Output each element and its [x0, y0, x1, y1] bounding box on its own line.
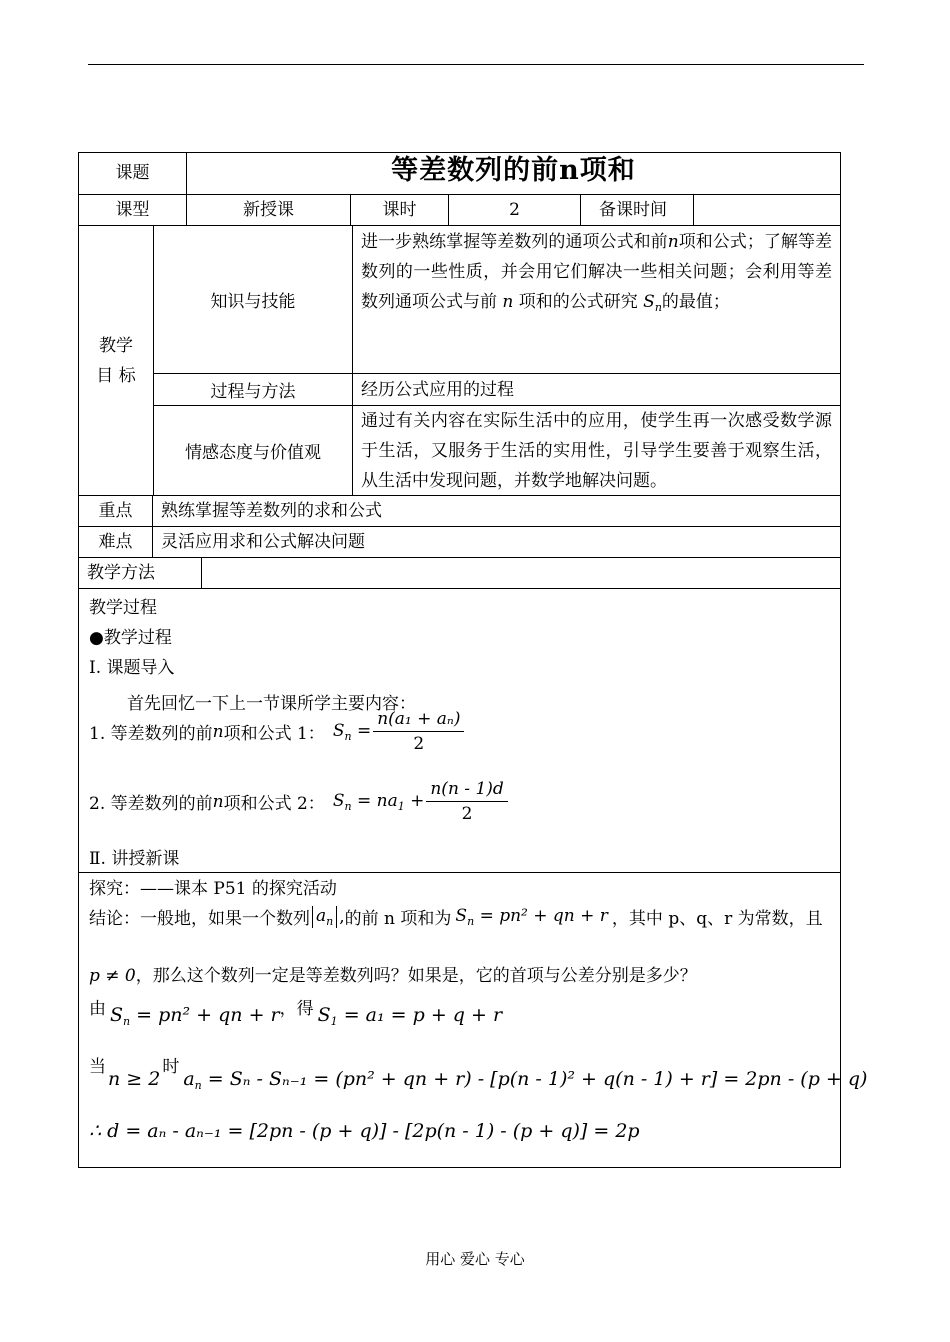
var-sn-sub: n [654, 301, 662, 314]
formula1-lhs: $S_n$ = [332, 720, 372, 743]
recall-text: 首先回忆一下上一节课所学主要内容： [127, 694, 416, 714]
conclusion-text-3: ，其中 p、q、r 为常数，且 [611, 909, 823, 929]
conclusion-text-1: 结论：一般地，如果一个数列 [89, 909, 310, 929]
get-label: ，得 [279, 999, 314, 1019]
an-expression: $a_n = S_n - S_{n-1} = (pn^2$ + qn + r) - [p(n - 1)² + q(n - 1) + r] = 2pn - (p + q) [183, 1068, 868, 1092]
difficulty-text: 灵活应用求和公式解决问题 [161, 531, 365, 552]
formula2-lhs: $S_n = na_1$ + [332, 790, 425, 813]
formula1-den: 2 [413, 734, 425, 754]
explore-text: 探究：——课本 P51 的探究活动 [89, 879, 337, 899]
page-footer: 用心 爱心 专心 [425, 1250, 525, 1268]
goals-label-line2: 目 标 [96, 365, 136, 386]
difficulty-row [79, 527, 840, 558]
formula2-num: n(n - 1)d [426, 777, 507, 802]
difficulty-label: 难点 [79, 527, 153, 557]
d-line: ∴ d = aₙ - aₙ₋₁ = [2pn - (p + q)] - [2p(n - 1) - (p + q)] = 2p [89, 1120, 640, 1142]
var-sn [643, 292, 662, 312]
goal-process-name: 过程与方法 [154, 374, 353, 405]
key-point-label: 重点 [79, 496, 153, 526]
goal-emotion-text: 通过有关内容在实际生活中的应用，使学生再一次感受数学源于生活，又服务于生活的实用性，引导学生要善于观察生活，从生活中发现问题，并数学地解决问题。 [361, 411, 832, 491]
an-expr: = Sₙ - Sₙ₋₁ = (pn² + qn + r) - [p(n - 1)² + q(n - 1) + r] = 2pn - (p + q) [207, 1068, 868, 1090]
get-formula: = a₁ = p + q + r [343, 1004, 503, 1026]
knowledge-text-4: 的最值； [661, 292, 730, 312]
conclusion-text-2: 的前 n 项和为 [344, 909, 452, 929]
lesson-title: 等差数列的前n项和 [391, 155, 636, 186]
goals-label [79, 226, 154, 495]
formula1-prefix: 1. 等差数列的前 [89, 724, 213, 744]
conclusion-line: 结论：一般地，如果一个数列 $a_n$ , 的前 n 项和为 $S_n = pn^2$ + qn + r ，其中 p、q、r 为常数，且 [89, 905, 823, 929]
formula2-den: 2 [461, 804, 473, 824]
header-rule [88, 64, 864, 65]
goals-label-line1: 教学 [99, 335, 133, 356]
conclusion-formula: = pn² + qn + r [479, 905, 608, 926]
part2-heading: Ⅱ. 讲授新课 [89, 849, 180, 869]
conclusion-sn: $S_n = pn^2$ + qn + r [455, 905, 608, 928]
hours-label: 课时 [351, 195, 449, 225]
when-label: 当 [89, 1057, 106, 1077]
from-label: 由 [89, 999, 106, 1019]
goal-knowledge [154, 226, 840, 374]
method-text [202, 558, 840, 588]
question-text: ，那么这个数列一定是等差数列吗？如果是，它的首项与公差分别是多少？ [135, 966, 697, 986]
knowledge-text-2: 项和公式；了解等差数列的一些性质，并会用它们解决一些相关问题；会利用等差数列通项公式与前 [361, 232, 833, 312]
topic-label: 课题 [79, 153, 187, 194]
knowledge-text-3: 项和的公式研究 [518, 292, 638, 312]
formula2-prefix: 2. 等差数列的前 [89, 794, 213, 814]
goal-emotion [154, 406, 840, 495]
method-row [79, 558, 840, 589]
goal-process-text: 经历公式应用的过程 [361, 379, 514, 400]
from-sn: $S_n = pn^2$ + qn + r [110, 1004, 280, 1028]
formula2-n: n [212, 791, 224, 812]
prep-value [694, 195, 840, 225]
question-line [89, 961, 697, 986]
goals-block [79, 226, 840, 496]
formula2-lhs-rest: = na [356, 790, 398, 811]
formula1-num: n(a₁ + aₙ) [373, 707, 464, 732]
hours-value: 2 [449, 195, 581, 225]
formula1-mid: 项和公式 1： [223, 724, 325, 744]
question-cond: p ≠ 0 [89, 966, 136, 986]
title-row [79, 153, 840, 195]
key-point-text: 熟练掌握等差数列的求和公式 [161, 500, 382, 521]
knowledge-text-1: 进一步熟练掌握等差数列的通项公式和前 [361, 232, 668, 252]
from-formula: = pn² + qn + r [136, 1004, 280, 1026]
from-line [89, 994, 502, 1028]
type-value: 新授课 [187, 195, 351, 225]
when-cond: n ≥ 2 [108, 1068, 161, 1090]
process-continuation [78, 612, 868, 1168]
var-sn-base: S [643, 292, 655, 312]
seq-an: $a_n$ [312, 906, 337, 928]
prep-label: 备课时间 [581, 195, 694, 225]
formula2-mid: 项和公式 2： [223, 794, 325, 814]
goal-emotion-name: 情感态度与价值观 [154, 406, 353, 495]
goal-knowledge-text [353, 226, 840, 373]
process-bullet-heading: ●教学过程 [89, 628, 172, 648]
goal-process [154, 374, 840, 406]
goals-right [154, 226, 840, 495]
formula1-n: n [212, 721, 224, 742]
when-time: 时 [162, 1057, 180, 1077]
info-row [79, 195, 840, 226]
get-s1: $S_1 = a_1 = p + q + r$ [317, 1004, 503, 1028]
goal-knowledge-name: 知识与技能 [154, 226, 353, 373]
when-line [89, 1052, 867, 1092]
type-label: 课型 [79, 195, 187, 225]
var-n-2: n [502, 292, 514, 312]
process-heading: 教学过程 [89, 598, 157, 618]
key-point-row [79, 496, 840, 527]
method-label: 教学方法 [79, 558, 202, 588]
var-n: n [667, 232, 679, 252]
part1-heading: Ⅰ. 课题导入 [89, 658, 175, 678]
